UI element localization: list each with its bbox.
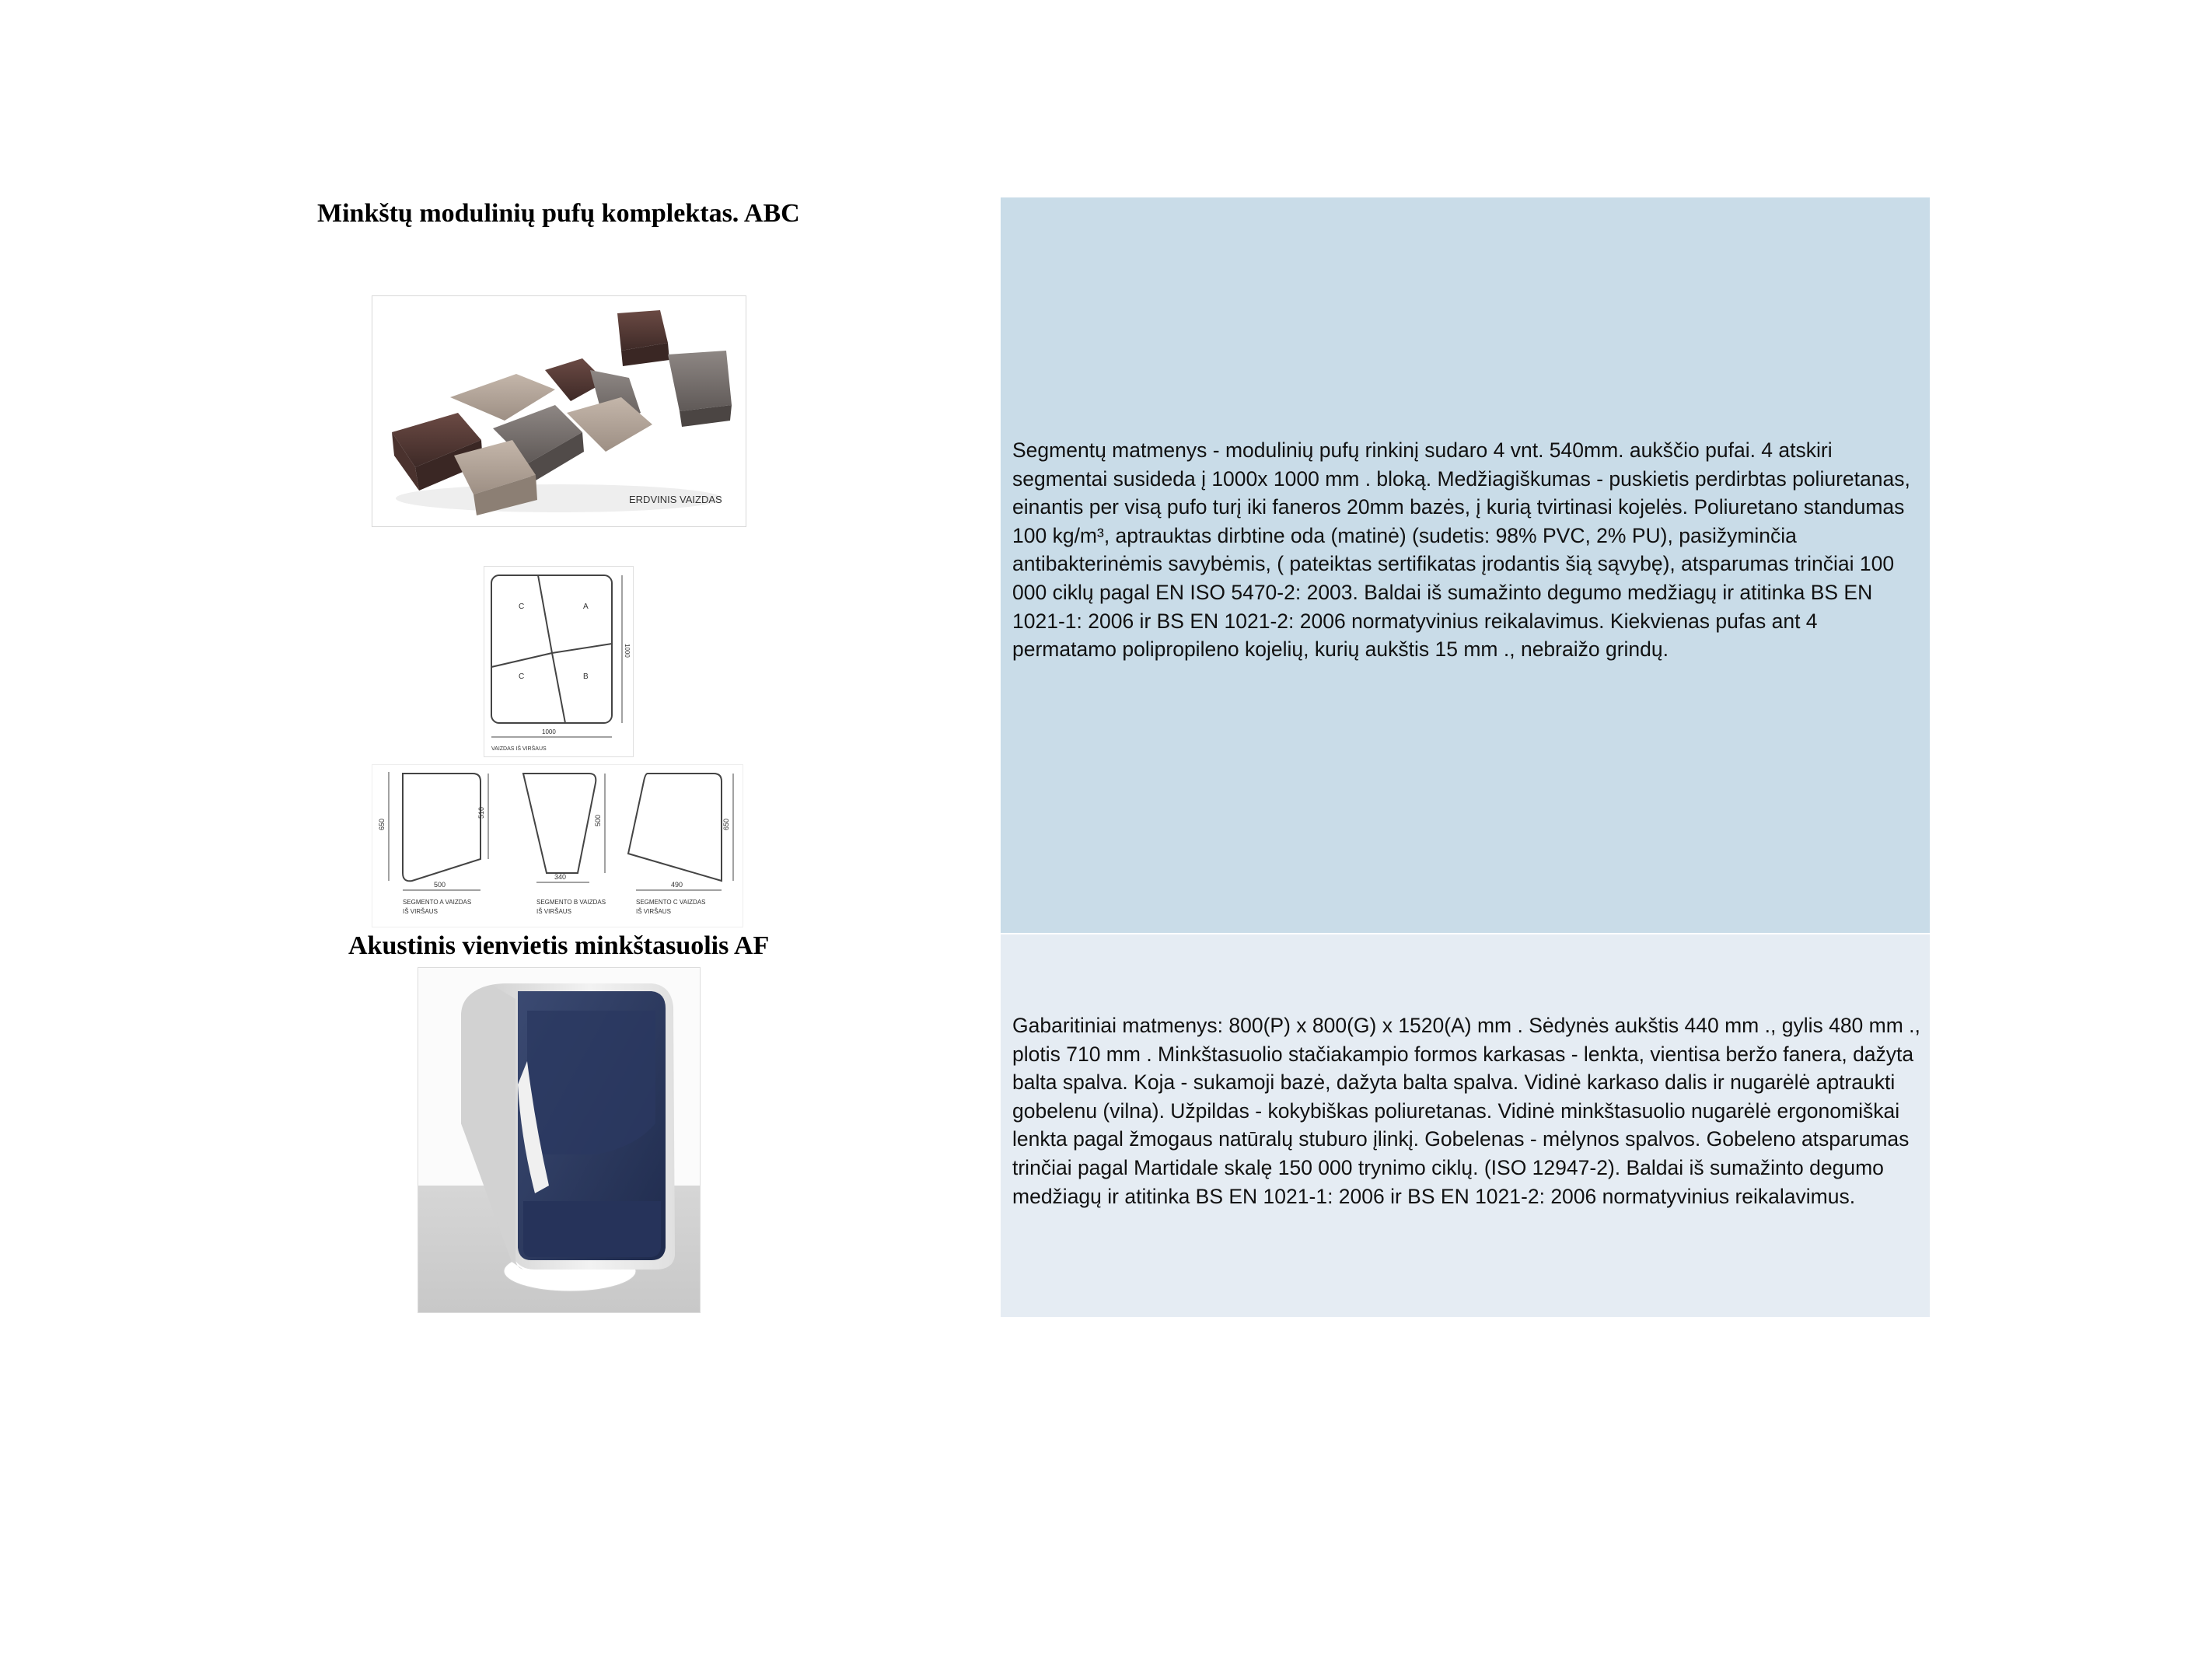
segment-b-caption-1: SEGMENTO B VAIZDAS bbox=[536, 899, 606, 906]
pouf-set-illustration bbox=[372, 296, 746, 526]
pouf-top-view-diagram bbox=[484, 566, 634, 757]
top-view-dim-height: 1000 bbox=[624, 644, 631, 658]
segment-b-width: 340 bbox=[554, 873, 567, 881]
segment-c-height: 650 bbox=[722, 818, 730, 830]
product-description-af: Gabaritiniai matmenys: 800(P) x 800(G) x 1520(A) mm . Sėdynės aukštis 440 mm ., gylis 480 mm ., plotis 710 mm . Minkštasuolio stačiakampio formos karkasas - lenkta, vientisa beržo fanera, dažyta balta spalva. Koja - sukamoji bazė, dažyta balta spalva. Vidinė karkaso dalis ir nugarėlė aptraukti gobelenu (vilna). Užpildas - kokybiškas poliuretanas. Vidinė minkštasuolio nugarėlė ergonomiškai lenkta pagal žmogaus natūralų stuburo įlinkį. Gobelenas - mėlynos spalvos. Gobeleno atsparumas trinčiai pagal Martidale skalę 150 000 trynimo ciklų. (ISO 12947-2). Baldai iš sumažinto degumo medžiagų ir atitinka BS EN 1021-1: 2006 ir BS EN 1021-2: 2006 normatyvinius reikalavimus. bbox=[1012, 1014, 1920, 1208]
top-view-dim-width: 1000 bbox=[542, 728, 556, 735]
product-title-af: Akustinis vienvietis minkštasuolis AF bbox=[348, 931, 770, 960]
top-view-label-c1: C bbox=[519, 602, 525, 611]
pouf-image-caption: ERDVINIS VAIZDAS bbox=[629, 494, 722, 505]
segment-c-caption-2: IŠ VIRŠAUS bbox=[636, 908, 671, 915]
product-description-panel-af bbox=[1001, 934, 1930, 1317]
segment-c-width: 490 bbox=[671, 881, 683, 889]
segment-a-caption-1: SEGMENTO A VAIZDAS bbox=[403, 899, 472, 906]
top-view-drawing bbox=[484, 566, 634, 757]
top-view-label-b: B bbox=[583, 672, 589, 681]
acoustic-chair-render-image bbox=[418, 967, 701, 1313]
product-description-panel-abc bbox=[1001, 197, 1930, 933]
segment-c-caption-1: SEGMENTO C VAIZDAS bbox=[636, 899, 706, 906]
top-view-label-c2: C bbox=[519, 672, 525, 681]
product-description-abc: Segmentų matmenys - modulinių pufų rinkinį sudaro 4 vnt. 540mm. aukščio pufai. 4 atskiri segmentai susideda į 1000x 1000 mm . bloką. Medžiagiškumas - puskietis perdirbtas poliuretanas, einantis per visą pufo turį iki faneros 20mm bazės, į kurią tvirtinasi kojelės. Poliuretano standumas 100 kg/m³, aptrauktas dirbtine oda (matinė) (sudetis: 98% PVC, 2% PU), pasižyminčia antibakterinėmis savybėmis, ( pateiktas sertifikatas įrodantis šią sąvybę), atsparumas trinčiai 100 000 ciklų pagal EN ISO 5470-2: 2003. Baldai iš sumažinto degumo medžiagų ir atitinka BS EN 1021-1: 2006 ir BS EN 1021-2: 2006 normatyvinius reikalavimus. Kiekvienas pufas ant 4 permatamo polipropileno kojelių, kurių aukštis 15 mm ., nebraižo grindų. bbox=[1012, 438, 1910, 662]
pouf-set-render-image bbox=[372, 295, 746, 527]
product-title-abc: Minkštų modulinių pufų komplektas. ABC bbox=[317, 199, 800, 228]
acoustic-chair-illustration bbox=[418, 968, 700, 1312]
top-view-caption: VAIZDAS IŠ VIRŠAUS bbox=[491, 746, 547, 752]
top-view-label-a: A bbox=[583, 602, 589, 611]
segment-b-caption-2: IŠ VIRŠAUS bbox=[536, 908, 571, 915]
segment-views-diagram bbox=[372, 764, 743, 927]
segment-b-height: 500 bbox=[594, 814, 602, 826]
segment-a-inner: 510 bbox=[477, 806, 485, 819]
segment-a-height: 650 bbox=[378, 818, 386, 830]
segment-a-width: 500 bbox=[434, 881, 446, 889]
segment-a-caption-2: IŠ VIRŠAUS bbox=[403, 908, 438, 915]
segment-drawings bbox=[372, 764, 743, 927]
